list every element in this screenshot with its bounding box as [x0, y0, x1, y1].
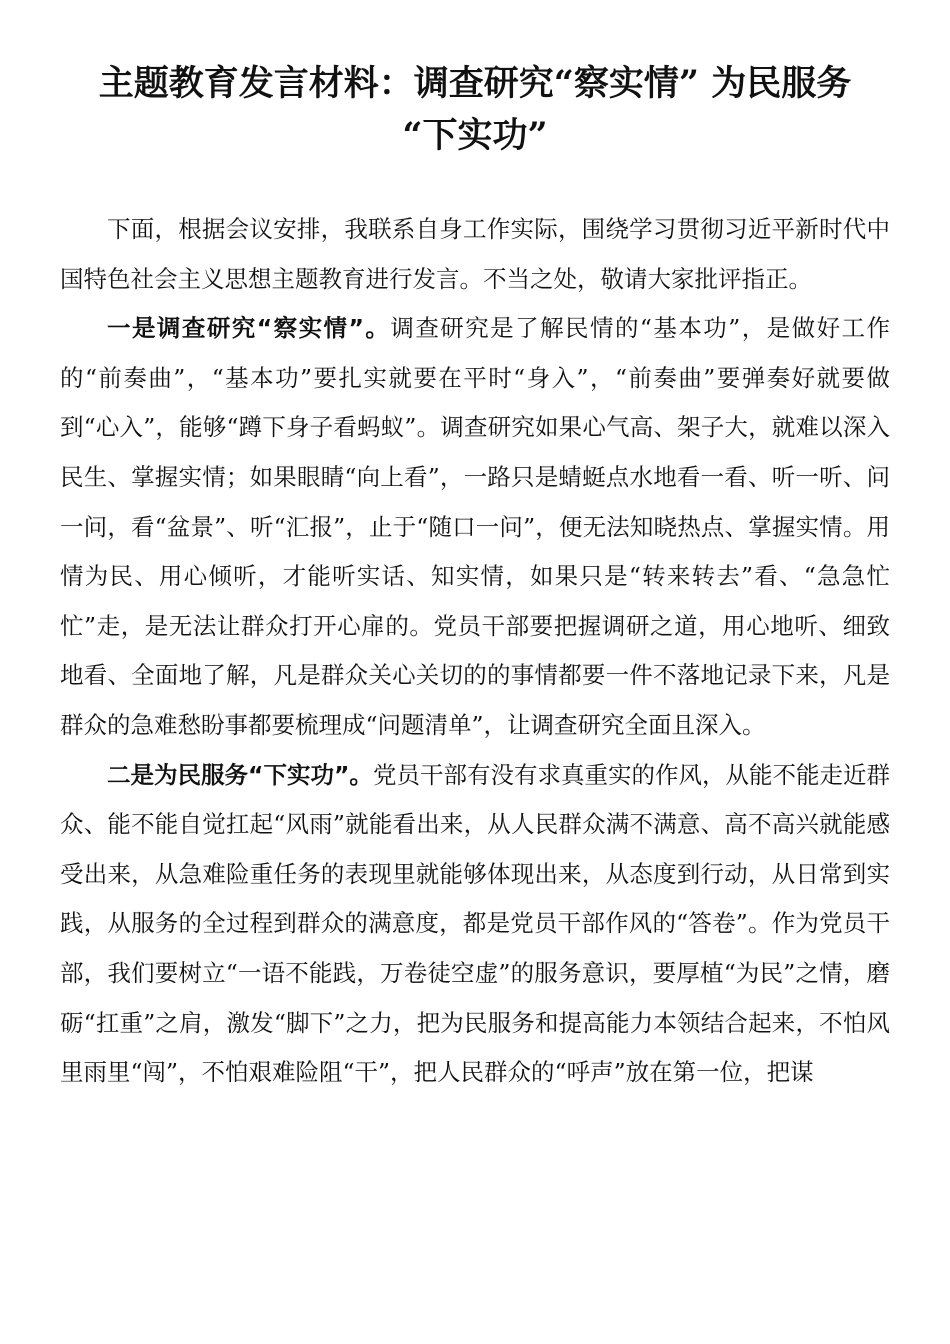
paragraph-intro	[60, 205, 890, 304]
paragraph-investigation-text: 调查研究是了解民情的“基本功”，是做好工作的“前奏曲”，“基本功”要扎实就要在平时“身入”，“前奏曲”要弹奏好就要做到“心入”，能够“蹲下身子看蚂蚁”。调查研究如果心气高、架子大，就难以深入民生、掌握实情；如果眼睛“向上看”，一路只是蜻蜓点水地看一看、听一听、问一问，看“盆景”、听“汇报”，止于“随口一问”，便无法知晓热点、掌握实情。用情为民、用心倾听，才能听实话、知实情，如果只是“转来转去”看、“急急忙忙”走，是无法让群众打开心扉的。党员干部要把握调研之道，用心地听、细致地看、全面地了解，凡是群众关心关切的的事情都要一件不落地记录下来，凡是群众的急难愁盼事都要梳理成“问题清单”，让调查研究全面且深入。	[60, 314, 890, 739]
document-title	[60, 58, 890, 162]
paragraph-investigation	[60, 304, 890, 750]
paragraph-service-heading: 二是为民服务“下实功”。	[107, 760, 373, 789]
paragraph-investigation-heading: 一是调查研究“察实情”。	[107, 314, 391, 343]
title-line-1: 主题教育发言材料：调查研究“察实情” 为民服务	[98, 63, 852, 104]
title-line-2: “下实功”	[402, 115, 548, 156]
paragraph-service-text: 党员干部有没有求真重实的作风，从能不能走近群众、能不能自觉扛起“风雨”就能看出来，从人民群众满不满意、高不高兴就能感受出来，从急难险重任务的表现里就能够体现出来，从态度到行动，从日常到实践，从服务的全过程到群众的满意度，都是党员干部作风的“答卷”。作为党员干部，我们要树立“一语不能践，万卷徒空虚”的服务意识，要厚植“为民”之情，磨砺“扛重”之肩，激发“脚下”之力，把为民服务和提高能力本领结合起来，不怕风里雨里“闯”，不怕艰难险阻“干”，把人民群众的“呼声”放在第一位，把谋	[60, 760, 891, 1087]
paragraph-service	[60, 751, 890, 1098]
paragraph-intro-text: 下面，根据会议安排，我联系自身工作实际，围绕学习贯彻习近平新时代中国特色社会主义思想主题教育进行发言。不当之处，敬请大家批评指正。	[60, 215, 890, 293]
document-body	[60, 205, 890, 1098]
